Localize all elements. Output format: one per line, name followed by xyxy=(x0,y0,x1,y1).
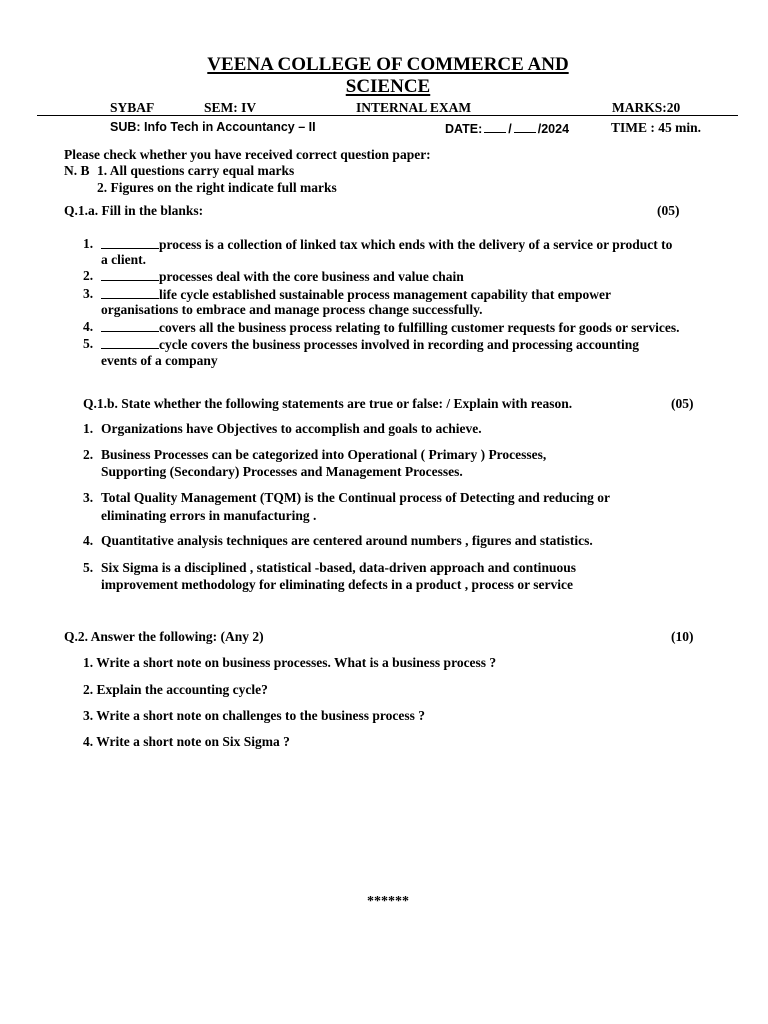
q1b-item-2-continuation: Supporting (Secondary) Processes and Management Processes. xyxy=(101,464,463,479)
date-prefix: DATE: xyxy=(445,122,483,136)
q1a-item-3-text: life cycle established sustainable process management capability that empower xyxy=(159,287,611,302)
q1b-item-2-number: 2. xyxy=(83,447,94,462)
q1a-item-2-text: processes deal with the core business and value chain xyxy=(159,269,464,284)
q1a-item-3-continuation: organisations to embrace and manage process change successfully. xyxy=(101,302,483,317)
marks-label: MARKS:20 xyxy=(612,100,681,115)
q1a-item-5-text: cycle covers the business processes involved in recording and processing accounting xyxy=(159,337,640,352)
nota-bene-label: N. B xyxy=(64,163,90,178)
q1b-item-4-number: 4. xyxy=(83,533,94,548)
date-field xyxy=(445,120,569,138)
date-month-blank xyxy=(514,120,536,133)
q1a-item-1-text: process is a collection of linked tax which ends with the delivery of a service or product to xyxy=(159,237,673,252)
class-label: SYBAF xyxy=(110,100,155,115)
q2-item-3: 3. Write a short note on challenges to the business process ? xyxy=(83,708,426,723)
q1b-item-3: Total Quality Management (TQM) is the Continual process of Detecting and reducing or xyxy=(101,490,610,505)
time-label: TIME : 45 min. xyxy=(611,120,702,135)
q1a-item-4 xyxy=(101,319,679,337)
q1a-item-5-number: 5. xyxy=(83,336,94,351)
q1b-item-5-number: 5. xyxy=(83,560,94,575)
semester-label: SEM: IV xyxy=(204,100,257,115)
q1b-item-5-continuation: improvement methodology for eliminating defects in a product , process or service xyxy=(101,577,573,592)
q1b-item-5: Six Sigma is a disciplined , statistical -based, data-driven approach and continuous xyxy=(101,560,576,575)
q1a-item-1-continuation: a client. xyxy=(101,252,146,267)
instruction-line-2: 2. Figures on the right indicate full marks xyxy=(97,180,337,195)
college-name-line2: SCIENCE xyxy=(345,76,431,97)
date-separator: / xyxy=(508,122,512,136)
fill-blank xyxy=(101,268,159,281)
q2-marks: (10) xyxy=(671,629,694,644)
q1b-marks: (05) xyxy=(671,396,694,411)
q1a-heading: Q.1.a. Fill in the blanks: xyxy=(64,203,204,218)
q2-item-1: 1. Write a short note on business processes. What is a business process ? xyxy=(83,655,497,670)
q1a-item-3-number: 3. xyxy=(83,286,94,301)
fill-blank xyxy=(101,319,159,332)
q1a-item-5-continuation: events of a company xyxy=(101,353,218,368)
q1a-item-2 xyxy=(101,268,464,286)
q1a-item-1-number: 1. xyxy=(83,236,94,251)
q1a-marks: (05) xyxy=(657,203,680,218)
q1a-item-4-number: 4. xyxy=(83,319,94,334)
q1a-item-4-text: covers all the business process relating to fulfilling customer requests for goods or services. xyxy=(159,320,680,335)
college-name-line1: VEENA COLLEGE OF COMMERCE AND xyxy=(207,54,569,75)
date-day-blank xyxy=(484,120,506,133)
fill-blank xyxy=(101,286,159,299)
q1a-item-2-number: 2. xyxy=(83,268,94,283)
fill-blank xyxy=(101,236,159,249)
instruction-check: Please check whether you have received correct question paper: xyxy=(64,147,431,162)
exam-type-label: INTERNAL EXAM xyxy=(356,100,472,115)
subject-label: SUB: Info Tech in Accountancy – II xyxy=(110,120,316,134)
q1b-heading: Q.1.b. State whether the following statements are true or false: / Explain with reason. xyxy=(83,396,573,411)
q1b-item-1-number: 1. xyxy=(83,421,94,436)
instruction-line-1: 1. All questions carry equal marks xyxy=(97,163,295,178)
q1a-item-1 xyxy=(101,236,672,254)
q2-item-4: 4. Write a short note on Six Sigma ? xyxy=(83,734,290,749)
date-year: /2024 xyxy=(537,122,570,136)
q1b-item-1: Organizations have Objectives to accomplish and goals to achieve. xyxy=(101,421,482,436)
q2-item-2: 2. Explain the accounting cycle? xyxy=(83,682,268,697)
fill-blank xyxy=(101,336,159,349)
q1b-item-3-number: 3. xyxy=(83,490,94,505)
q1b-item-4: Quantitative analysis techniques are centered around numbers , figures and statistics. xyxy=(101,533,593,548)
q2-heading: Q.2. Answer the following: (Any 2) xyxy=(64,629,264,644)
end-of-paper-stars: ****** xyxy=(367,894,409,909)
q1b-item-2: Business Processes can be categorized into Operational ( Primary ) Processes, xyxy=(101,447,547,462)
q1b-item-3-continuation: eliminating errors in manufacturing . xyxy=(101,508,317,523)
q1a-item-5 xyxy=(101,336,639,354)
header-divider xyxy=(37,115,738,116)
